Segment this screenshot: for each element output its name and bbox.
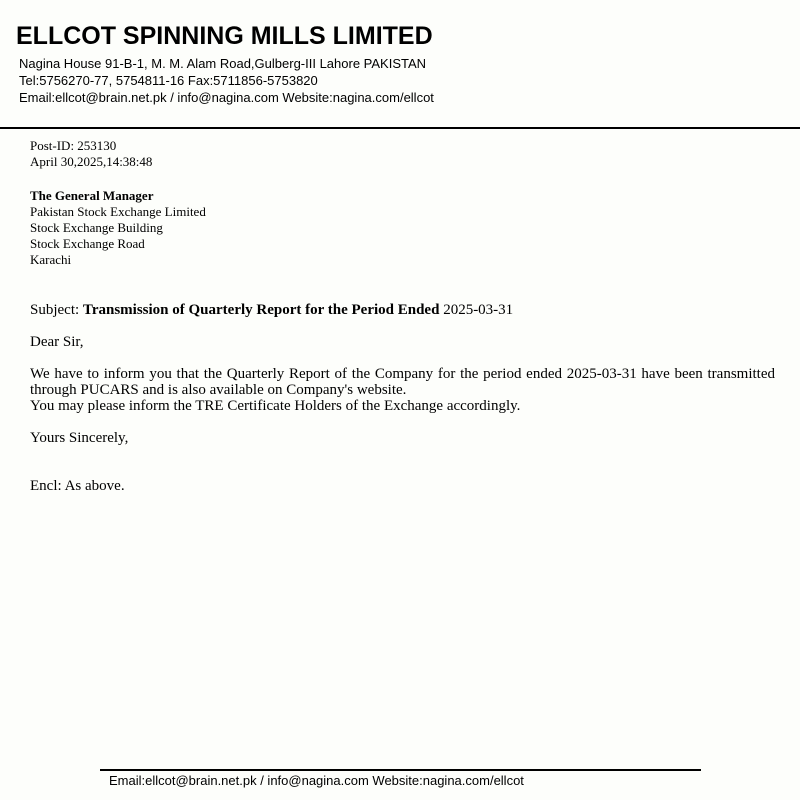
recipient-address (30, 188, 206, 268)
letter-body (30, 366, 775, 414)
subject-date: 2025-03-31 (443, 302, 514, 318)
letter-date: April 30,2025,14:38:48 (30, 154, 153, 169)
company-name: ELLCOT SPINNING MILLS LIMITED (16, 22, 433, 50)
subject-label: Subject: (30, 302, 80, 318)
recipient-line-4: Karachi (30, 252, 72, 267)
footer-divider (100, 769, 701, 771)
footer-contact: Email:ellcot@brain.net.pk / info@nagina.com Website:nagina.com/ellcot (109, 773, 524, 788)
recipient-line-3: Stock Exchange Road (30, 236, 145, 251)
letter-meta (30, 138, 152, 170)
company-phone-fax: Tel:5756270-77, 5754811-16 Fax:5711856-5753820 (19, 73, 318, 88)
recipient-name: The General Manager (30, 188, 154, 203)
closing: Yours Sincerely, (30, 430, 129, 446)
recipient-line-2: Stock Exchange Building (30, 220, 163, 235)
recipient-line-1: Pakistan Stock Exchange Limited (30, 204, 206, 219)
company-address: Nagina House 91-B-1, M. M. Alam Road,Gulberg-III Lahore PAKISTAN (19, 56, 427, 71)
enclosure: Encl: As above. (30, 478, 125, 494)
body-paragraph-2: You may please inform the TRE Certificate Holders of the Exchange accordingly. (30, 398, 521, 414)
post-id: Post-ID: 253130 (30, 138, 117, 153)
subject-line (30, 302, 513, 319)
salutation: Dear Sir, (30, 334, 84, 350)
body-paragraph-1: We have to inform you that the Quarterly Report of the Company for the period ended 2025-03-31 have been transmitted through PUCARS and is also available on Company's website. (30, 366, 775, 398)
letterhead (0, 0, 800, 129)
subject-text: Transmission of Quarterly Report for the Period Ended (82, 302, 440, 318)
company-email-website: Email:ellcot@brain.net.pk / info@nagina.com Website:nagina.com/ellcot (19, 90, 434, 105)
